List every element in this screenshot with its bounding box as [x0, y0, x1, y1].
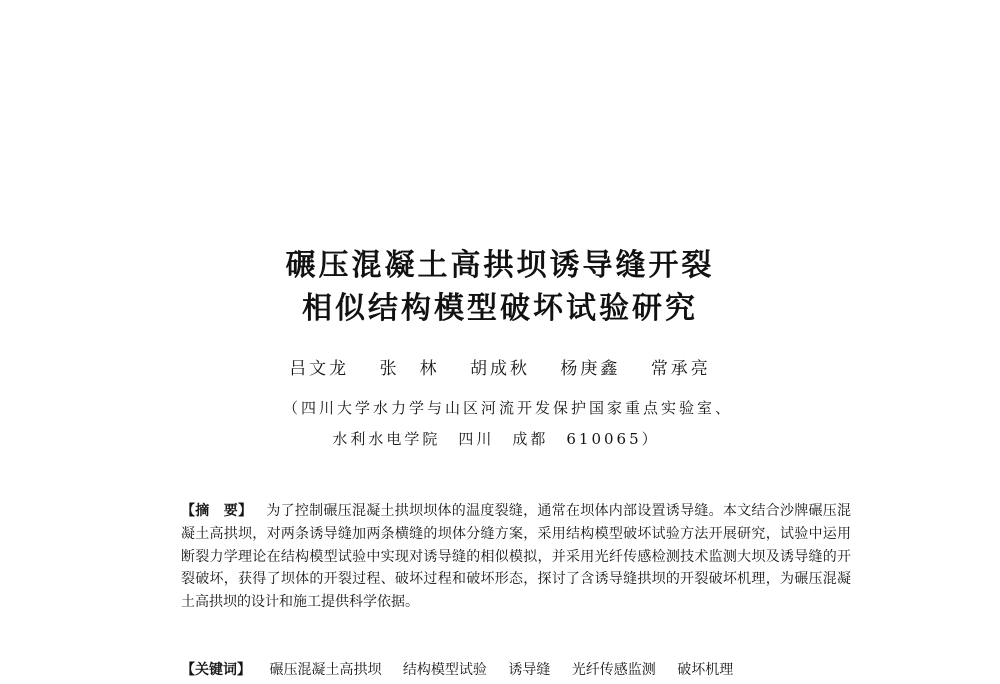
- keyword: 碾压混凝土高拱坝: [269, 662, 382, 678]
- paper-title-line-1: 碾压混凝土高拱坝诱导缝开裂: [285, 248, 715, 283]
- keywords-label: 【关键词】: [181, 662, 251, 678]
- author-list: [0, 354, 1000, 379]
- affiliation-line-1: （四川大学水力学与山区河流开发保护国家重点实验室、: [282, 399, 733, 417]
- keyword: 破坏机理: [677, 662, 734, 678]
- author-name: 常承亮: [650, 359, 711, 379]
- author-name: 杨庚鑫: [560, 359, 621, 379]
- abstract: [181, 500, 851, 614]
- affiliation-line-2: 水利水电学院 四川 成都 610065）: [332, 430, 660, 448]
- keywords: [181, 659, 861, 679]
- keyword: 光纤传感监测: [571, 662, 656, 678]
- abstract-text: 为了控制碾压混凝土拱坝坝体的温度裂缝，通常在坝体内部设置诱导缝。本文结合沙牌碾压混凝土高拱坝，对两条诱导缝加两条横缝的坝体分缝方案，采用结构模型破坏试验方法开展研究，试验中运用断裂力学理论在结构模型试验中实现对诱导缝的相似模拟，并采用光纤传感检测技术监测大坝及诱导缝的开裂破坏，获得了坝体的开裂过程、破坏过程和破坏形态，探讨了含诱导缝拱坝的开裂破坏机理，为碾压混凝土高拱坝的设计和施工提供科学依据。: [181, 503, 852, 611]
- author-name: 吕文龙: [289, 359, 350, 379]
- author-name: 张 林: [379, 359, 440, 379]
- paper-title-line-2: 相似结构模型破坏试验研究: [302, 291, 698, 326]
- keyword: 结构模型试验: [402, 662, 487, 678]
- author-name: 胡成秋: [470, 359, 530, 379]
- abstract-label: 【摘 要】: [181, 503, 253, 519]
- keyword: 诱导缝: [508, 662, 551, 678]
